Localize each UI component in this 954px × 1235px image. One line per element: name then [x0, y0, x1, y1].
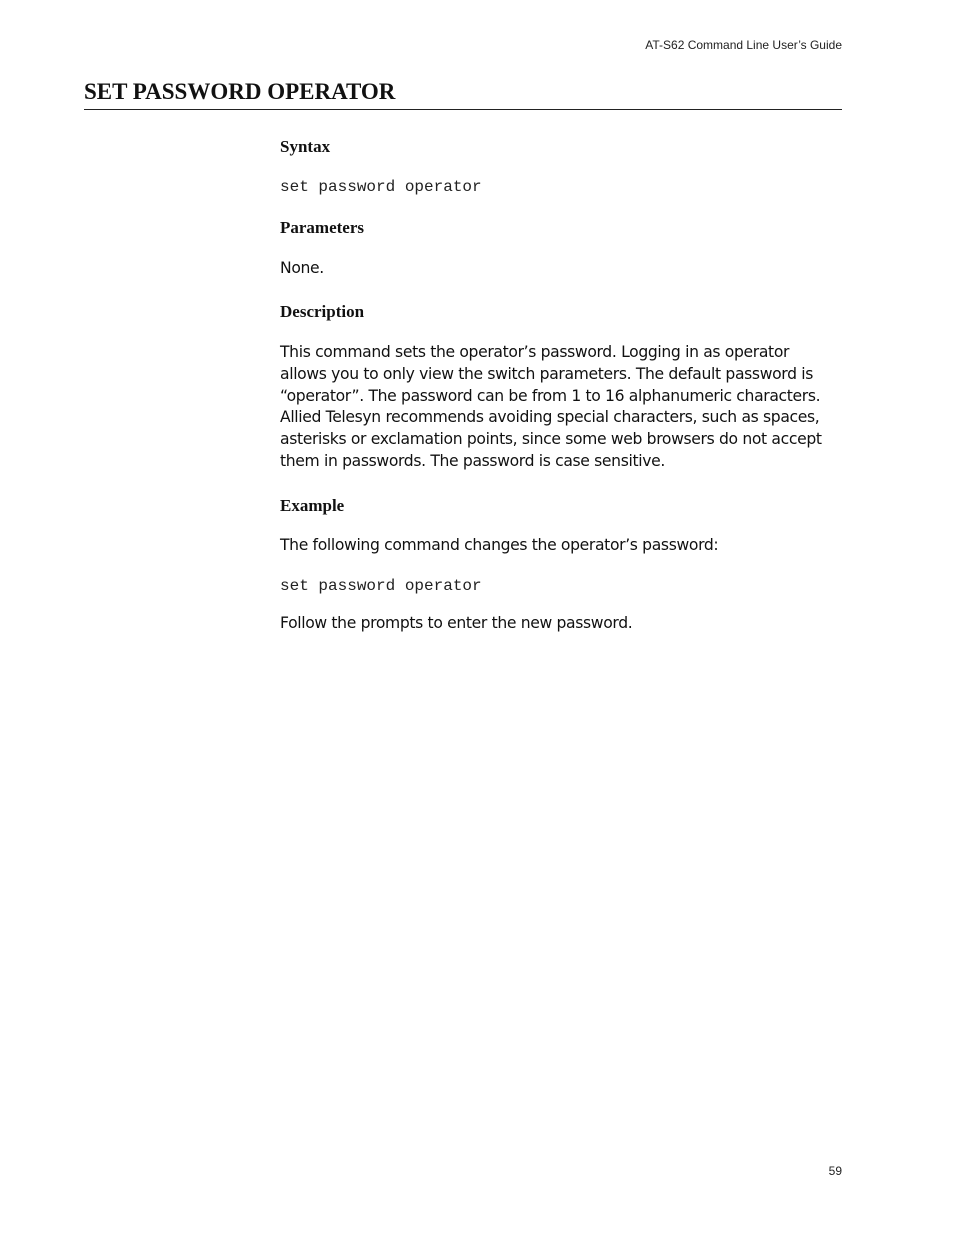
description-line: asterisks or exclamation points, since some web browsers do not accept: [280, 430, 822, 449]
example-code: set password operator: [280, 577, 482, 595]
syntax-heading: Syntax: [280, 137, 331, 156]
description-text: [280, 342, 845, 473]
example-intro: The following command changes the operator’s password:: [280, 536, 719, 554]
page-number: 59: [828, 1164, 842, 1178]
description-line: allows you to only view the switch parameters. The default password is: [280, 364, 813, 383]
parameters-text: None.: [280, 259, 324, 277]
example-heading: Example: [280, 496, 345, 515]
description-heading: Description: [280, 302, 365, 321]
running-header: AT-S62 Command Line User’s Guide: [645, 38, 842, 52]
description-line: them in passwords. The password is case sensitive.: [280, 451, 665, 470]
description-line: Allied Telesyn recommends avoiding special characters, such as spaces,: [280, 408, 820, 427]
title-divider: [84, 109, 842, 110]
syntax-code: set password operator: [280, 178, 482, 196]
description-line: This command sets the operator’s password. Logging in as operator: [280, 343, 790, 361]
description-line: “operator”. The password can be from 1 to 16 alphanumeric characters.: [280, 386, 821, 405]
page-title: SET PASSWORD OPERATOR: [84, 79, 396, 104]
example-followup: Follow the prompts to enter the new password.: [280, 614, 633, 632]
parameters-heading: Parameters: [280, 218, 365, 237]
